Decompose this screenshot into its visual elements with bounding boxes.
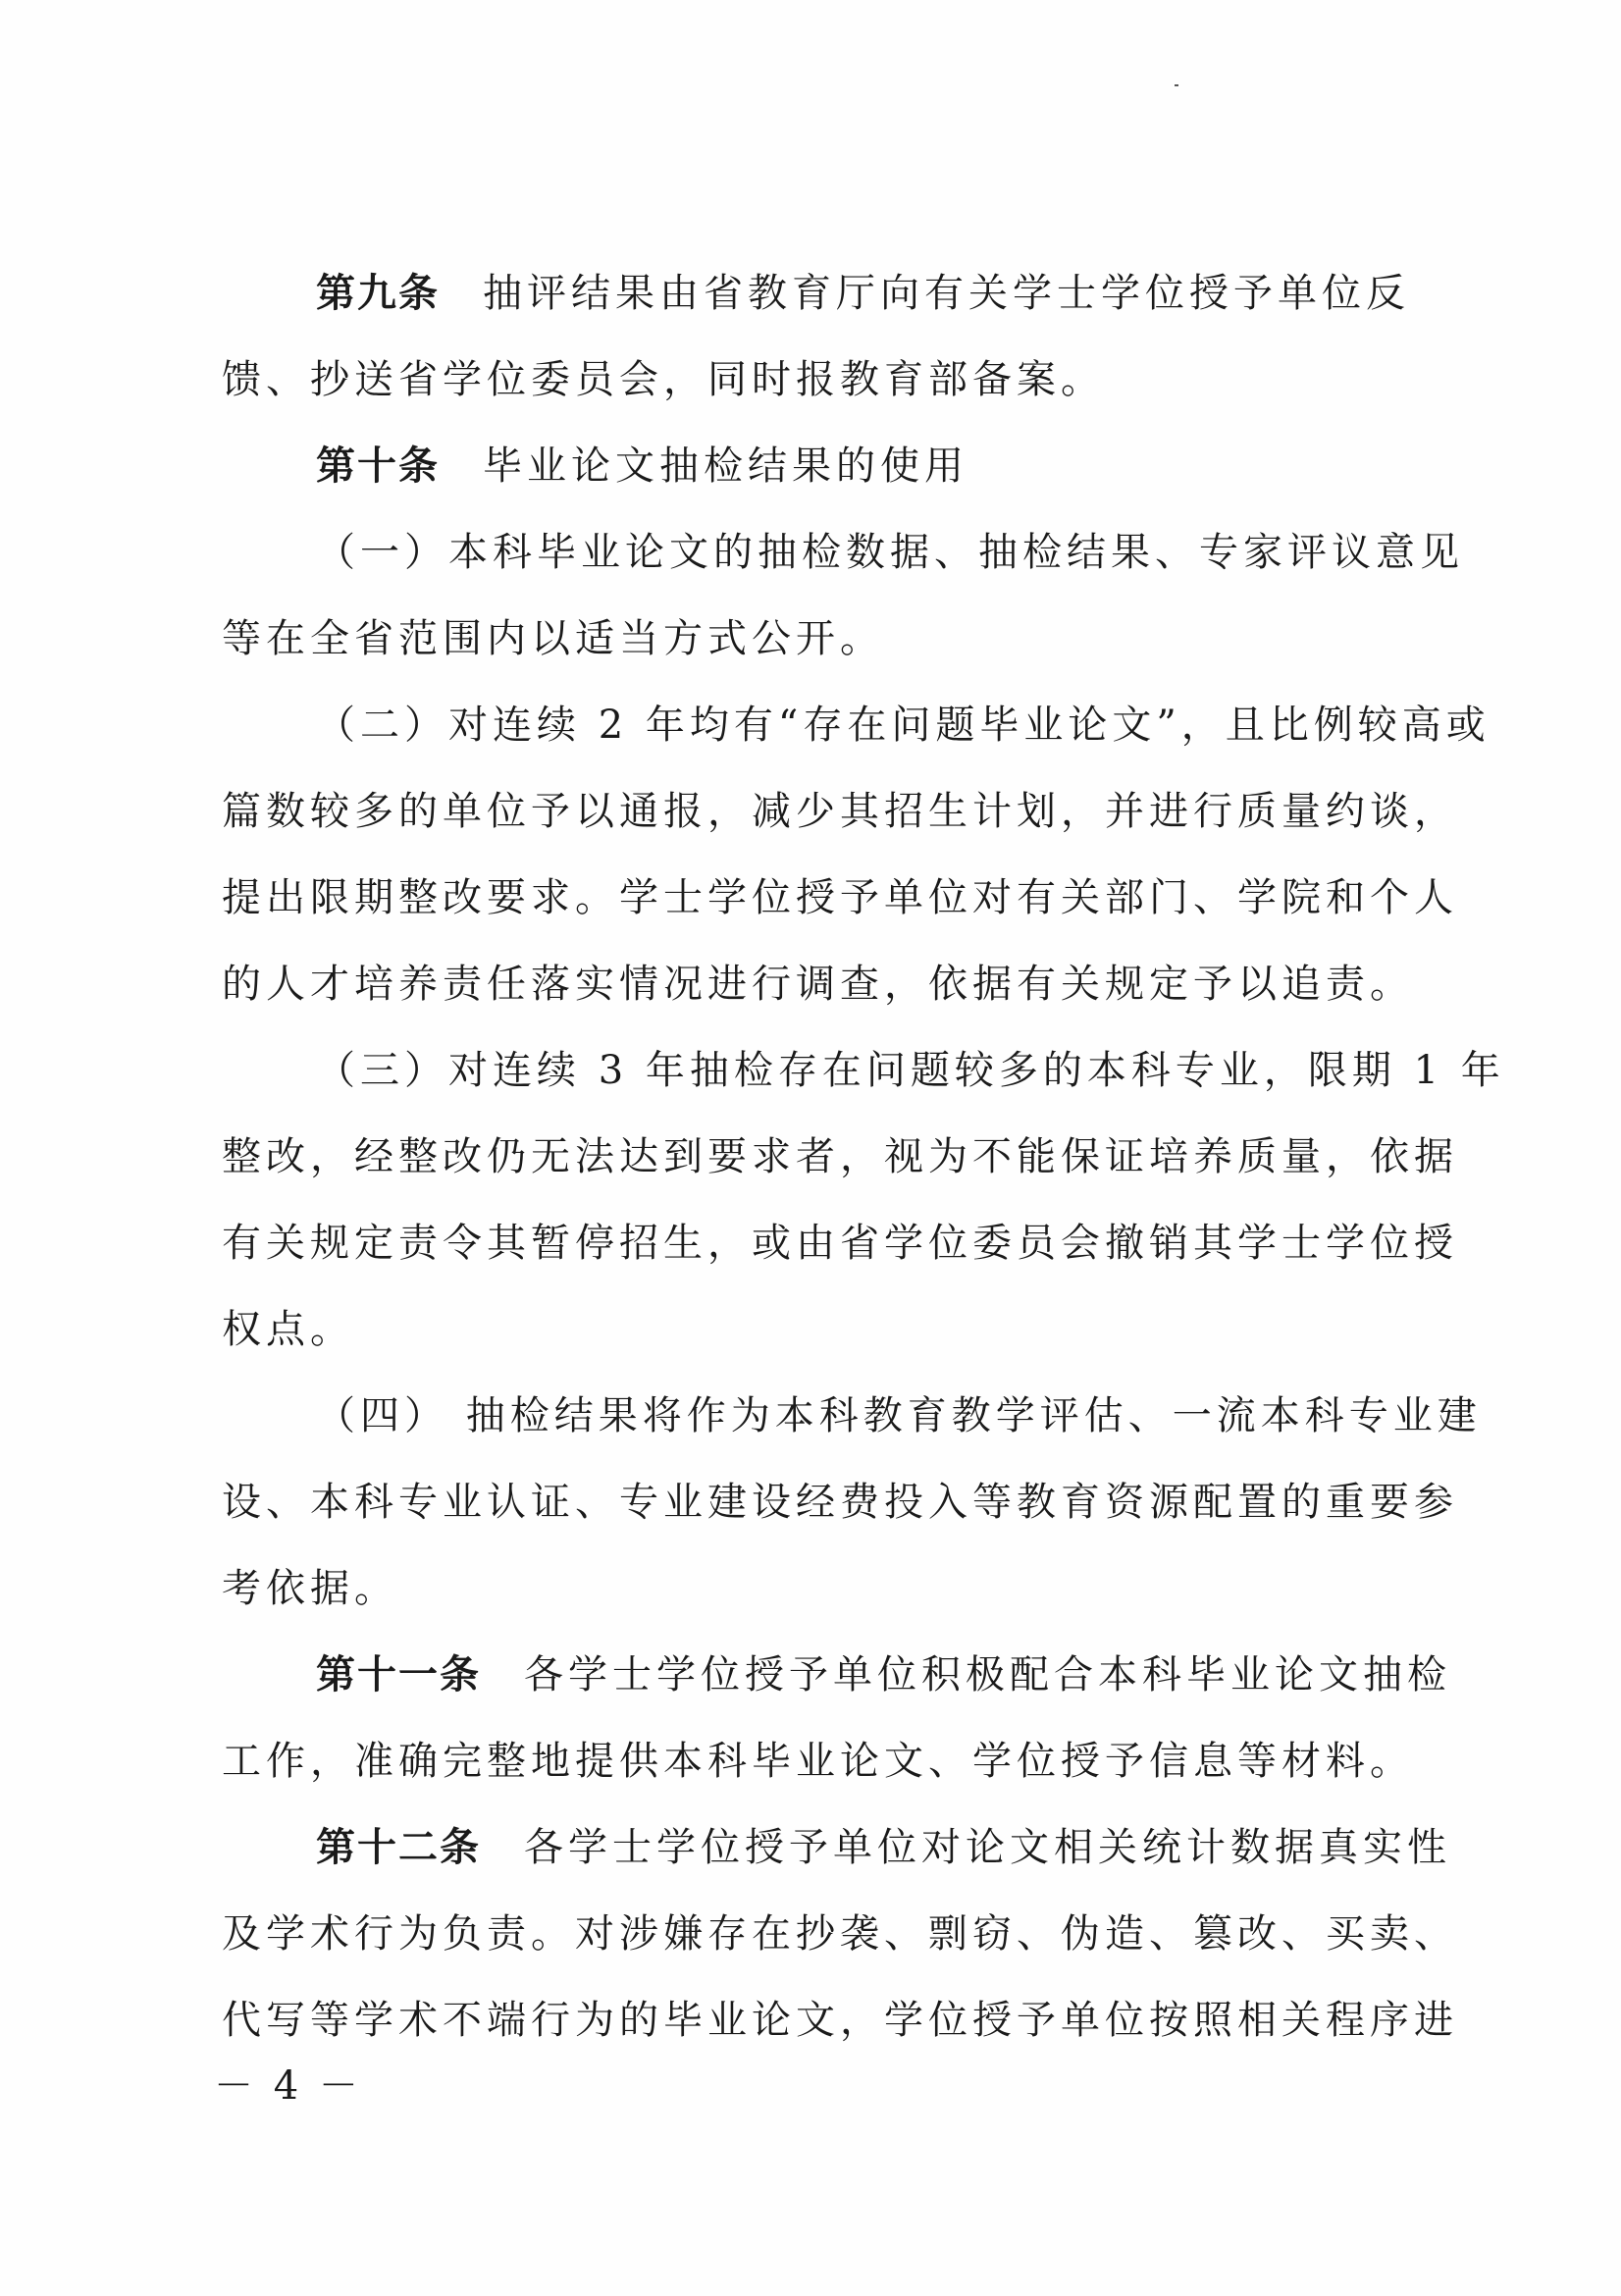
article-10-item-4-line-2: 设、本科专业认证、专业建设经费投入等教育资源配置的重要参: [222, 1480, 1458, 1525]
article-10-item-2-line-2: 篇数较多的单位予以通报，减少其招生计划，并进行质量约谈，: [222, 789, 1458, 834]
article-10-item-3-line-4: 权点。: [222, 1307, 354, 1352]
article-10-item-3-line-2: 整改，经整改仍无法达到要求者，视为不能保证培养质量，依据: [222, 1134, 1458, 1179]
article-10-item-3-line-1: （三）对连续 3 年抽检存在问题较多的本科专业，限期 1 年: [316, 1048, 1505, 1093]
article-10-item-2-line-1: （二）对连续 2 年均有“存在问题毕业论文”，且比例较高或: [316, 703, 1490, 748]
article-11-line-2: 工作，准确完整地提供本科毕业论文、学位授予信息等材料。: [222, 1739, 1414, 1784]
article-10-item-4-line-3: 考依据。: [222, 1566, 398, 1611]
page-number: － 4 －: [214, 2063, 362, 2109]
article-11-line-1: [222, 1632, 1460, 1718]
article-10-line-1: [222, 423, 1460, 509]
article-12-line-3: 代写等学术不端行为的毕业论文，学位授予单位按照相关程序进: [222, 1998, 1458, 2043]
scan-speck: [1175, 84, 1178, 86]
article-10-item-2-line-3: 提出限期整改要求。学士学位授予单位对有关部门、学院和个人: [222, 875, 1458, 920]
article-10-heading: 第十条: [316, 443, 440, 489]
article-11-text-1: 各学士学位授予单位积极配合本科毕业论文抽检: [524, 1652, 1451, 1697]
article-10-item-1-line-2: 等在全省范围内以适当方式公开。: [222, 616, 884, 661]
article-10-item-1-line-1: （一）本科毕业论文的抽检数据、抽检结果、专家评议意见: [316, 530, 1464, 575]
document-body: [222, 250, 1505, 2063]
article-9-text-1: 抽评结果由省教育厅向有关学士学位授予单位反: [483, 271, 1410, 316]
article-10-item-4-line-1: （四） 抽检结果将作为本科教育教学评估、一流本科专业建: [316, 1393, 1482, 1438]
article-10-item-3-line-3: 有关规定责令其暂停招生，或由省学位委员会撤销其学士学位授: [222, 1221, 1458, 1266]
article-9-line-1: [222, 250, 1460, 337]
article-12-line-2: 及学术行为负责。对涉嫌存在抄袭、剽窃、伪造、篡改、买卖、: [222, 1911, 1458, 1957]
article-11-heading: 第十一条: [316, 1651, 481, 1697]
article-12-line-1: [222, 1804, 1460, 1891]
article-9-heading: 第九条: [316, 270, 440, 316]
article-10-title: 毕业论文抽检结果的使用: [483, 444, 968, 489]
article-9-line-2: 馈、抄送省学位委员会，同时报教育部备案。: [222, 357, 1105, 402]
article-10-item-2-line-4: 的人才培养责任落实情况进行调查，依据有关规定予以追责。: [222, 962, 1414, 1007]
article-12-text-1: 各学士学位授予单位对论文相关统计数据真实性: [524, 1825, 1451, 1870]
article-12-heading: 第十二条: [316, 1824, 481, 1870]
